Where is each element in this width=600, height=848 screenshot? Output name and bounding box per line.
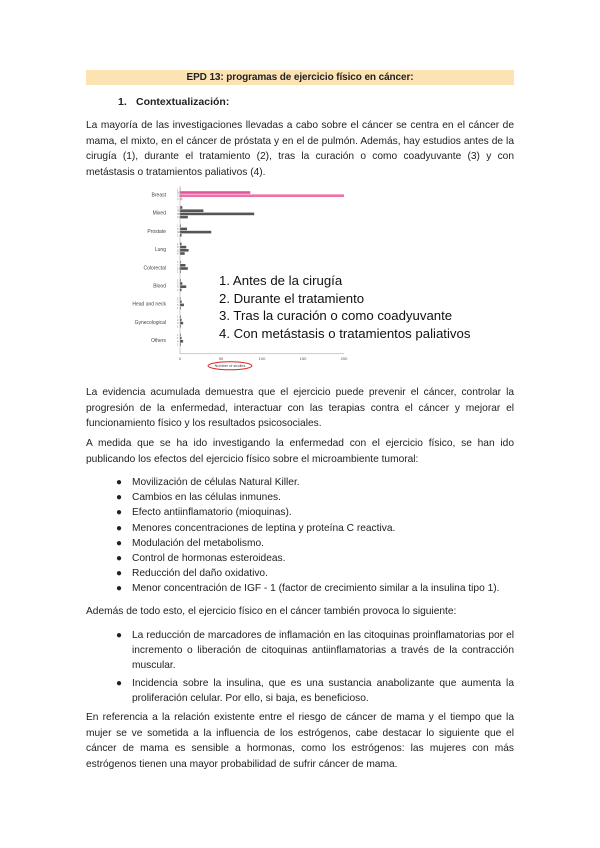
list-item: ● La reducción de marcadores de inflamación en las citoquinas proinflamatorias por el incremento o liberación de citoquinas antiinflamatorias a través de la contracción muscular. [116,630,514,672]
bar-value-label: 10 [177,216,180,220]
bar [180,213,254,216]
bar [180,216,188,219]
bar-value-label: 30 [177,209,180,213]
bar-value-label: 9 [177,227,179,231]
bar-value-label: 2 [177,234,179,238]
bar-value-label: 1 [177,261,179,265]
effects-list [86,475,514,597]
x-tick-label: 0 [178,355,182,361]
bar-value-label: 1 [177,333,179,337]
list-item: ● Incidencia sobre la insulina, que es una sustancia anabolizante que aumenta la proliferación celular. Por ello, si baja, es beneficioso. [116,677,514,704]
bar-value-label: 3 [177,206,179,210]
bullet-icon: ● [116,492,123,504]
bar [180,322,183,325]
bar [180,206,182,209]
bar [180,267,188,270]
bar [180,282,182,285]
category-label: Head and neck [132,301,166,308]
category-label: Others [150,338,166,345]
bullet-icon: ● [116,507,123,519]
bar-value-label: 1 [177,270,179,274]
category-label: Breast [151,192,166,199]
list-item: ● Menor concentración de IGF - 1 (factor de crecimiento similar a la insulina tipo 1). [86,581,514,596]
list-item: ● Movilización de células Natural Killer. [86,475,514,490]
bar [180,191,250,194]
list-item: ● Modulación del metabolismo. [86,536,514,551]
bullet-icon: ● [116,568,123,580]
bullet-icon: ● [116,583,123,595]
list-item: ● Reducción del daño oxidativo. [86,566,514,581]
category-label: Lung [154,247,166,254]
bar [180,285,186,288]
section-label: Contextualización: [136,96,230,108]
paragraph-1: La mayoría de las investigaciones llevadas a cabo sobre el cáncer se centra en el cáncer de mama, el mixto, en el cáncer de próstata y en el de pulmón. Además, hay estudios antes de la cirugía (1), durante el tratamiento (2), tras la curación o como coadyuvante (3) y con metástasis o tratamientos paliativos (4). [86,120,514,178]
bar-value-label: 2 [177,288,179,292]
x-tick-label: 150 [299,355,307,361]
category-label: Prostate [147,228,166,235]
bar-value-label: 11 [177,249,180,253]
category-label: Mixed [152,210,166,217]
bar [180,231,211,234]
paragraph-5: En referencia a la relación existente entre el riesgo de cáncer de mama y el tiempo que la mujer se ve sometida a la influencia de los estrógenos, cabe destacar lo siguiente que el cáncer de mama es sensible a hormonas, como los estrógenos: las mujeres con más estrógenos tienen una mayor probabilidad de sufrir cáncer de mama. [86,712,514,770]
list-item: ● Control de hormonas esteroideas. [86,551,514,566]
bar-value-label: 40 [177,231,180,235]
list-item: ● Menores concentraciones de leptina y proteína C reactiva. [86,521,514,536]
bar-value-label: 8 [177,246,179,250]
bar-value-label: 7 [177,264,179,268]
bar-value-label: 3 [177,282,179,286]
bar [180,246,186,249]
list-item: ● Efecto antiinflamatorio (mioquinas). [86,505,514,520]
category-label: Gynecological [134,319,166,326]
bar-value-label: 1 [177,325,179,329]
paragraph-2: La evidencia acumulada demuestra que el ejercicio puede prevenir el cáncer, controlar la progresión de la enfermedad, interactuar con las terapias contra el cáncer y mejorar el funcionamiento físico y los resultados psicosociales. [86,387,514,429]
bar-value-label: 2 [177,337,179,341]
phase-list-overlay [219,272,470,342]
bar-value-label: 2 [177,300,179,304]
bar-value-label: 1 [177,307,179,311]
bar [180,264,185,267]
paragraph-3: A medida que se ha ido investigando la enfermedad con el ejercicio físico, se han ido publicando los efectos del ejercicio físico sobre el microambiente tumoral: [86,438,514,465]
bar-value-label: 210 [177,194,182,198]
bar-value-label: 2 [177,242,179,246]
x-tick-label: 200 [340,355,348,361]
bar-value-label: 6 [177,252,179,256]
bar-value-label: 10 [177,267,180,271]
phase-item: 2. Durante el tratamiento [219,290,365,306]
bar-value-label: 1 [177,224,179,228]
bar-value-label: 90 [177,191,180,195]
bar-value-label: 1 [177,279,179,283]
bar [180,252,185,255]
section-heading [118,96,229,108]
bar [180,304,184,307]
bar-value-label: 2 [177,318,179,322]
bar [180,209,203,212]
bullet-icon: ● [116,630,123,641]
bar-value-label: 3 [177,197,179,201]
bar-value-label: 1 [177,315,179,319]
x-tick-label: 100 [258,355,266,361]
bullet-icon: ● [116,537,123,549]
paragraph-4: Además de todo esto, el ejercicio físico en el cáncer también provoca lo siguiente: [86,606,457,617]
bar-value-label: 0 [177,297,179,301]
bar [180,194,344,197]
bar-value-label: 8 [177,285,179,289]
bullet-icon: ● [116,677,123,689]
bar [180,228,187,231]
bar-value-label: 1 [177,343,179,347]
bar-value-label: 1 [177,188,179,192]
section-number: 1. [118,96,127,108]
x-axis-label: Number of studies [214,364,246,369]
phase-item: 4. Con metástasis o tratamientos paliativos [219,325,471,341]
bullet-icon: ● [116,522,123,534]
phase-item: 1. Antes de la cirugía [219,273,343,288]
bar [180,198,182,201]
category-label: Colorectal [143,265,166,272]
document-title: EPD 13: programas de ejercicio físico en cáncer: [86,70,514,85]
bar-value-label: 95 [177,212,180,216]
bar-value-label: 5 [177,303,179,307]
bullet-icon: ● [116,477,123,488]
bar-value-label: 4 [177,322,179,326]
bar [180,249,189,252]
x-tick-label: 50 [218,355,224,361]
additional-effects-list [86,628,514,706]
category-label: Blood [153,283,166,290]
bullet-icon: ● [116,553,123,565]
bar-value-label: 4 [177,340,179,344]
phase-item: 3. Tras la curación o como coadyuvante [219,308,453,323]
list-item: ● Cambios en las células inmunes. [86,490,514,505]
bar [180,340,183,343]
